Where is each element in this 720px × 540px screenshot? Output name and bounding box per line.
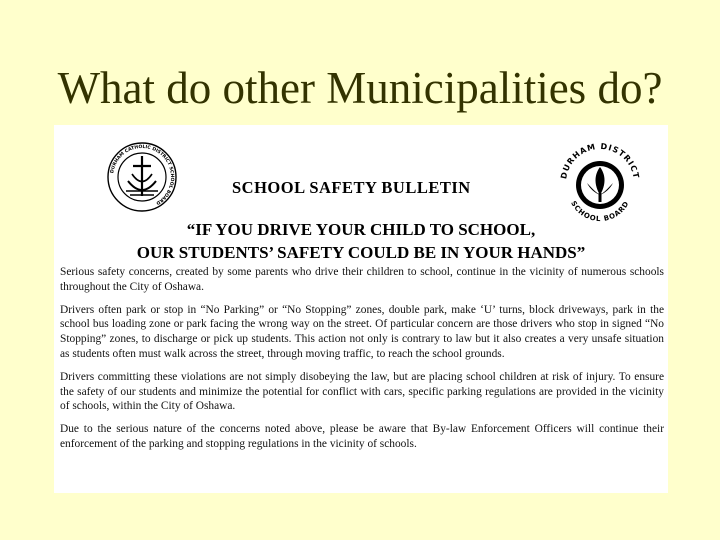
right-logo-bottom-text: SCHOOL BOARD bbox=[569, 199, 631, 224]
bulletin-paragraph: Drivers often park or stop in “No Parking” or “No Stopping” zones, double park, make ‘U’ turns, block driveways, park in the school bus loading zone or park facing the wrong way on the street. Of particular concern are those drivers who stop in signed “No Stopping” zones, to discharge or pick up students. This action not only is contrary to law but it also creates a very unsafe situation as students often must walk across the street, through moving traffic, to reach the school grounds. bbox=[60, 303, 664, 360]
durham-district-school-board-logo-icon bbox=[554, 137, 646, 229]
bulletin-slogan bbox=[54, 218, 668, 264]
slogan-line-1: “IF YOU DRIVE YOUR CHILD TO SCHOOL, bbox=[186, 220, 536, 239]
slogan-line-2: OUR STUDENTS’ SAFETY COULD BE IN YOUR HANDS” bbox=[136, 243, 586, 262]
bulletin-paragraph: Serious safety concerns, created by some parents who drive their children to school, continue in the vicinity of numerous schools throughout the City of Oshawa. bbox=[60, 266, 664, 293]
bulletin-heading: SCHOOL SAFETY BULLETIN bbox=[232, 178, 471, 197]
right-logo-top-text: DURHAM DISTRICT bbox=[559, 141, 641, 180]
school-safety-bulletin bbox=[54, 125, 668, 493]
bulletin-paragraph: Drivers committing these violations are not simply disobeying the law, but are placing school children at risk of injury. To ensure the safety of our students and minimize the potential for conflict with cars, specific parking regulations are provided in the vicinity of schools, within the City of Oshawa. bbox=[60, 370, 664, 413]
bulletin-paragraph: Due to the serious nature of the concerns noted above, please be aware that By-law Enforcement Officers will continue their enforcement of the parking and stopping regulations in the vicinity of schools. bbox=[60, 423, 664, 450]
bulletin-body bbox=[60, 265, 664, 460]
slide-title: What do other Municipalities do? bbox=[57, 63, 663, 113]
catholic-school-board-logo-icon bbox=[106, 141, 178, 213]
left-logo-ring-text: DURHAM CATHOLIC DISTRICT SCHOOL BOARD bbox=[110, 144, 175, 206]
